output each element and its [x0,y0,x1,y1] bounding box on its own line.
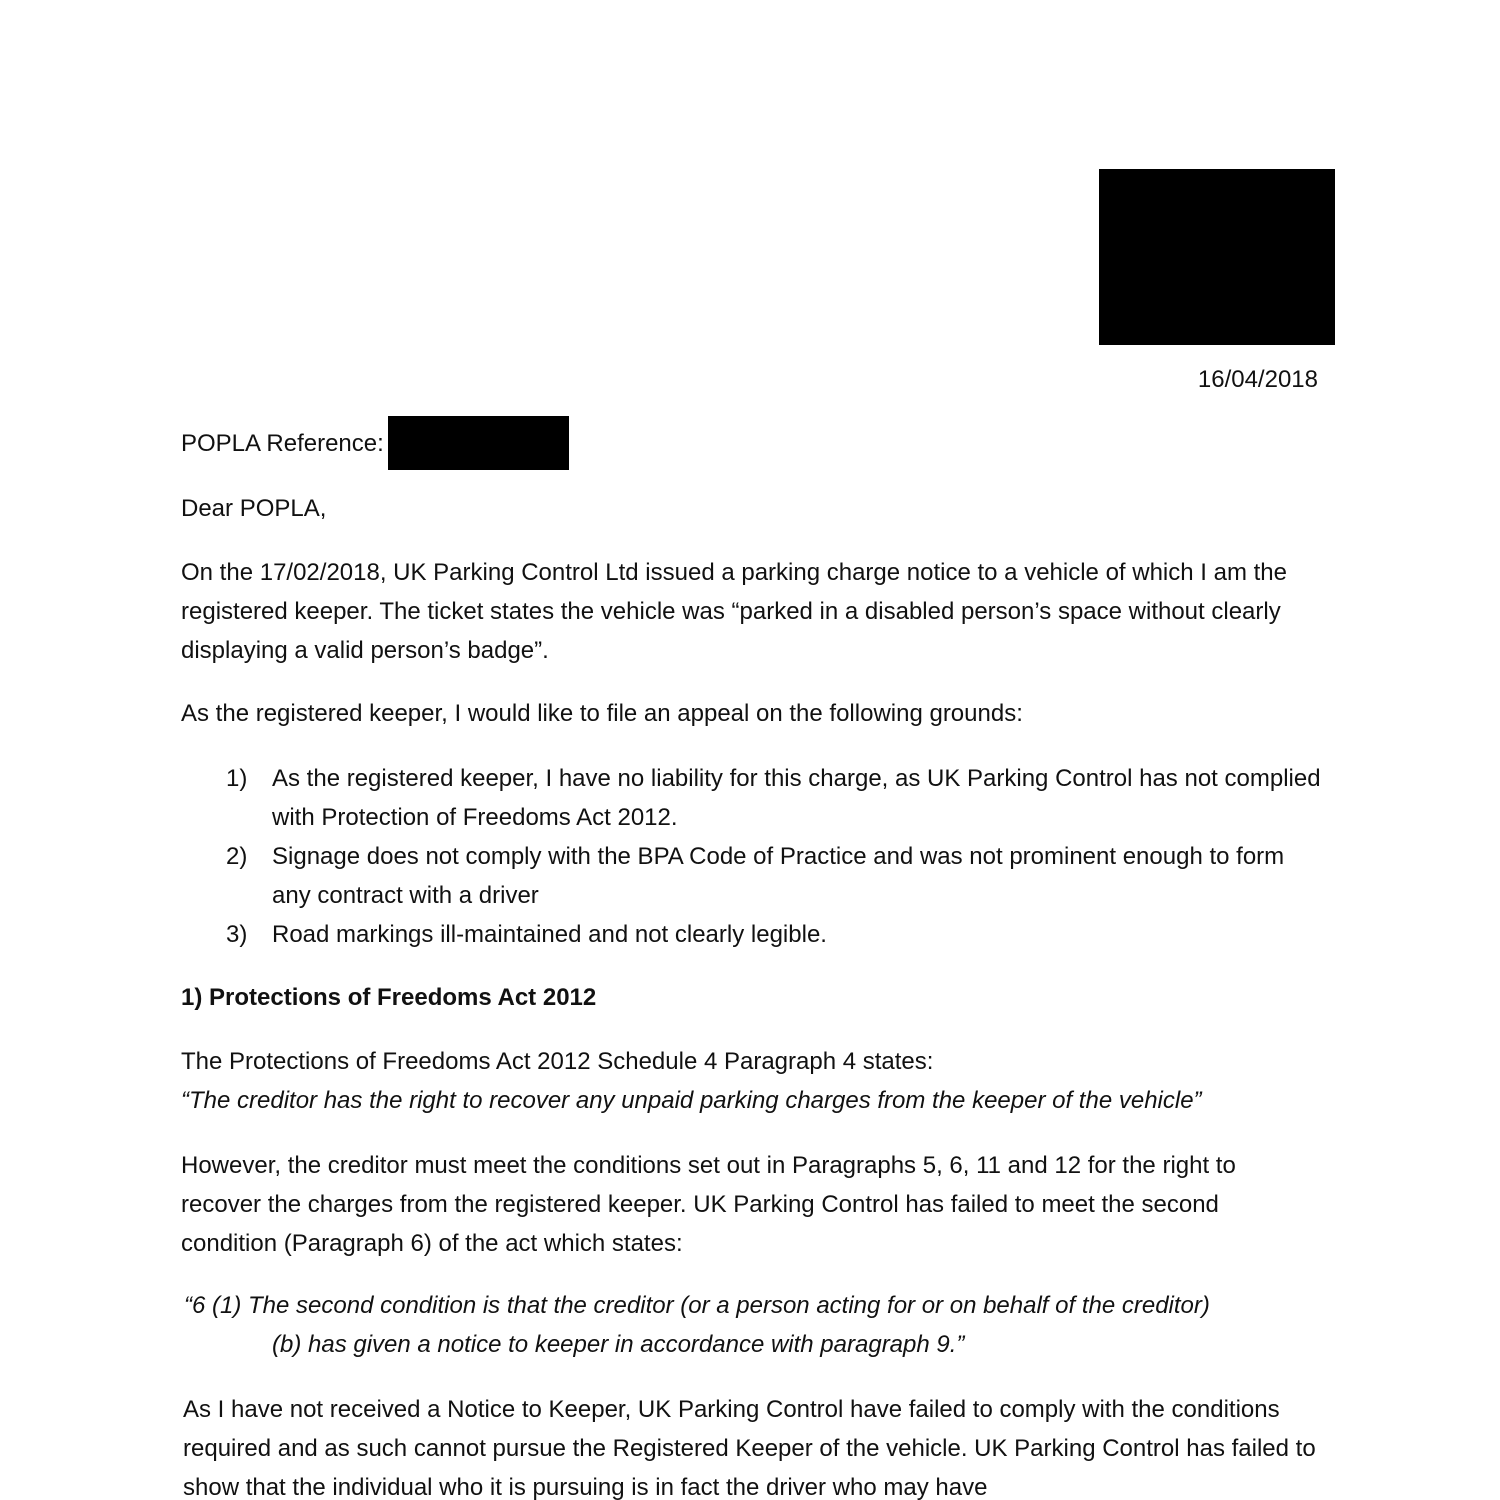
list-item-number: 3) [226,921,248,948]
list-item-number: 2) [226,843,248,870]
list-item [226,915,1326,954]
list-item-text: Road markings ill-maintained and not clearly legible. [272,921,827,948]
section-heading: 1) Protections of Freedoms Act 2012 [181,984,597,1011]
list-item-text: Signage does not comply with the BPA Code of Practice and was not prominent enough to form any contract with a driver [272,843,1285,909]
section-quote: “The creditor has the right to recover any unpaid parking charges from the keeper of the vehicle” [181,1087,1202,1114]
condition-quote-line-2: (b) has given a notice to keeper in accordance with paragraph 9.” [272,1331,965,1358]
grounds-intro: As the registered keeper, I would like to file an appeal on the following grounds: [181,700,1023,727]
list-item [226,837,1326,915]
redacted-address-block [1099,169,1335,345]
closing-paragraph [183,1390,1323,1500]
intro-paragraph [181,553,1321,670]
list-item-number: 1) [226,765,248,792]
salutation: Dear POPLA, [181,495,327,522]
conditions-paragraph [181,1146,1321,1263]
list-item-text: As the registered keeper, I have no liability for this charge, as UK Parking Control has not complied with Protection of Freedoms Act 2012. [272,765,1321,831]
list-item [226,759,1326,837]
popla-reference-label: POPLA Reference: [181,430,384,457]
conditions-text: However, the creditor must meet the conditions set out in Paragraphs 5, 6, 11 and 12 for the right to recover the charges from the registered keeper. UK Parking Control has failed to meet the second condition (Paragraph 6) of the act which states: [181,1152,1236,1257]
letter-date: 16/04/2018 [1197,366,1318,393]
grounds-list [226,759,1326,954]
section-intro-line: The Protections of Freedoms Act 2012 Schedule 4 Paragraph 4 states: [181,1048,934,1075]
redacted-reference-number [388,416,569,470]
closing-text: As I have not received a Notice to Keeper, UK Parking Control have failed to comply with the conditions required and as such cannot pursue the Registered Keeper of the vehicle. UK Parking Control has failed to show that the individual who it is pursuing is in fact the driver who may have [183,1396,1316,1500]
condition-quote-line-1: “6 (1) The second condition is that the creditor (or a person acting for or on behalf of the creditor) [184,1292,1210,1319]
intro-text: On the 17/02/2018, UK Parking Control Ltd issued a parking charge notice to a vehicle of which I am the registered keeper. The ticket states the vehicle was “parked in a disabled person’s space without clearly displaying a valid person’s badge”. [181,559,1287,664]
